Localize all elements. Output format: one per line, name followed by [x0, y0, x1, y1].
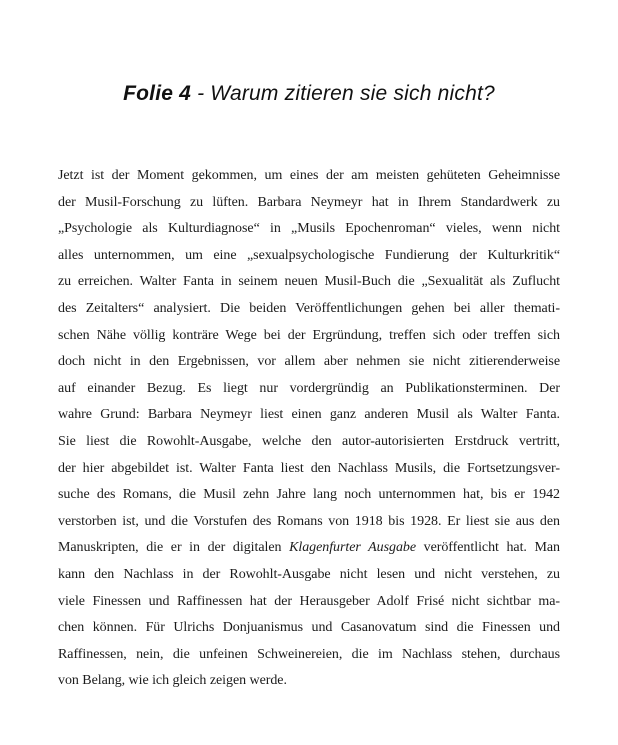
text-run: suche des Romans, die Musil zehn Jahre lang noch unternommen hat, bis er 1942 — [58, 487, 560, 503]
text-run: „Psychologie als Kulturdiagnose“ in „Musils Epochenroman“ vieles, wenn nicht — [58, 221, 560, 237]
text-line — [58, 296, 560, 323]
text-line — [58, 349, 560, 376]
text-run: kann den Nachlass in der Rowohlt-Ausgabe nicht lesen und nicht verstehen, zu — [58, 566, 560, 582]
text-run: verstorben ist, und die Vorstufen des Romans von 1918 bis 1928. Er liest sie aus den — [58, 513, 560, 529]
text-line — [58, 243, 560, 270]
text-run: schen Nähe völlig konträre Wege bei der Ergründung, treffen sich oder treffen sich — [58, 327, 560, 343]
text-run: der hier abgebildet ist. Walter Fanta liest den Nachlass Musils, die Fortsetzungsver- — [58, 460, 560, 476]
text-line — [58, 562, 560, 589]
text-line — [58, 615, 560, 642]
slide-title-number: Folie 4 — [123, 82, 192, 105]
text-run: zu erreichen. Walter Fanta in seinem neuen Musil-Buch die „Sexualität als Zuflucht — [58, 274, 560, 290]
text-line — [58, 668, 560, 695]
text-line — [58, 642, 560, 669]
text-line — [58, 429, 560, 456]
text-run: chen können. Für Ulrichs Donjuanismus und Casanovatum sind die Finessen und — [58, 620, 560, 636]
text-line — [58, 402, 560, 429]
text-run: viele Finessen und Raffinessen hat der Herausgeber Adolf Frisé nicht sichtbar ma- — [58, 593, 560, 609]
italic-text-run: Klagenfurter Ausgabe — [289, 540, 417, 556]
text-run: von Belang, wie ich gleich zeigen werde. — [58, 673, 287, 689]
text-line — [58, 323, 560, 350]
text-run: der Musil-Forschung zu lüften. Barbara Neymeyr hat in Ihrem Standardwerk zu — [58, 194, 560, 210]
text-line — [58, 535, 560, 562]
text-run: Manuskripten, die er in der digitalen — [58, 540, 290, 556]
text-line — [58, 509, 560, 536]
body-paragraph — [58, 163, 560, 695]
text-line — [58, 190, 560, 217]
text-line — [58, 376, 560, 403]
text-run: Jetzt ist der Moment gekommen, um eines der am meisten gehüteten Geheimnisse — [58, 168, 560, 183]
text-line — [58, 456, 560, 483]
text-run: doch nicht in den Ergebnissen, vor allem aber nehmen sie nicht zitierenderweise — [58, 354, 560, 370]
text-line — [58, 216, 560, 243]
text-run: Raffinessen, nein, die unfeinen Schweinereien, die im Nachlass stehen, durchaus — [58, 646, 560, 662]
text-run: des Zeitalters“ analysiert. Die beiden Veröffentlichungen gehen bei aller themati- — [58, 300, 560, 316]
text-line — [58, 589, 560, 616]
slide-title — [0, 78, 618, 110]
text-run: Sie liest die Rowohlt-Ausgabe, welche den autor-autorisierten Erstdruck vertritt, — [58, 433, 560, 449]
text-line — [58, 269, 560, 296]
text-line — [58, 482, 560, 509]
text-run: wahre Grund: Barbara Neymeyr liest einen ganz anderen Musil als Walter Fanta. — [58, 407, 560, 423]
text-run: veröffentlicht hat. Man — [416, 540, 560, 556]
text-run: auf einander Bezug. Es liegt nur vordergründig an Publikationsterminen. Der — [58, 380, 560, 396]
text-line — [58, 163, 560, 190]
text-run: alles unternommen, um eine „sexualpsychologische Fundierung der Kulturkritik“ — [58, 247, 560, 263]
slide-title-text: - Warum zitieren sie sich nicht? — [191, 82, 495, 105]
